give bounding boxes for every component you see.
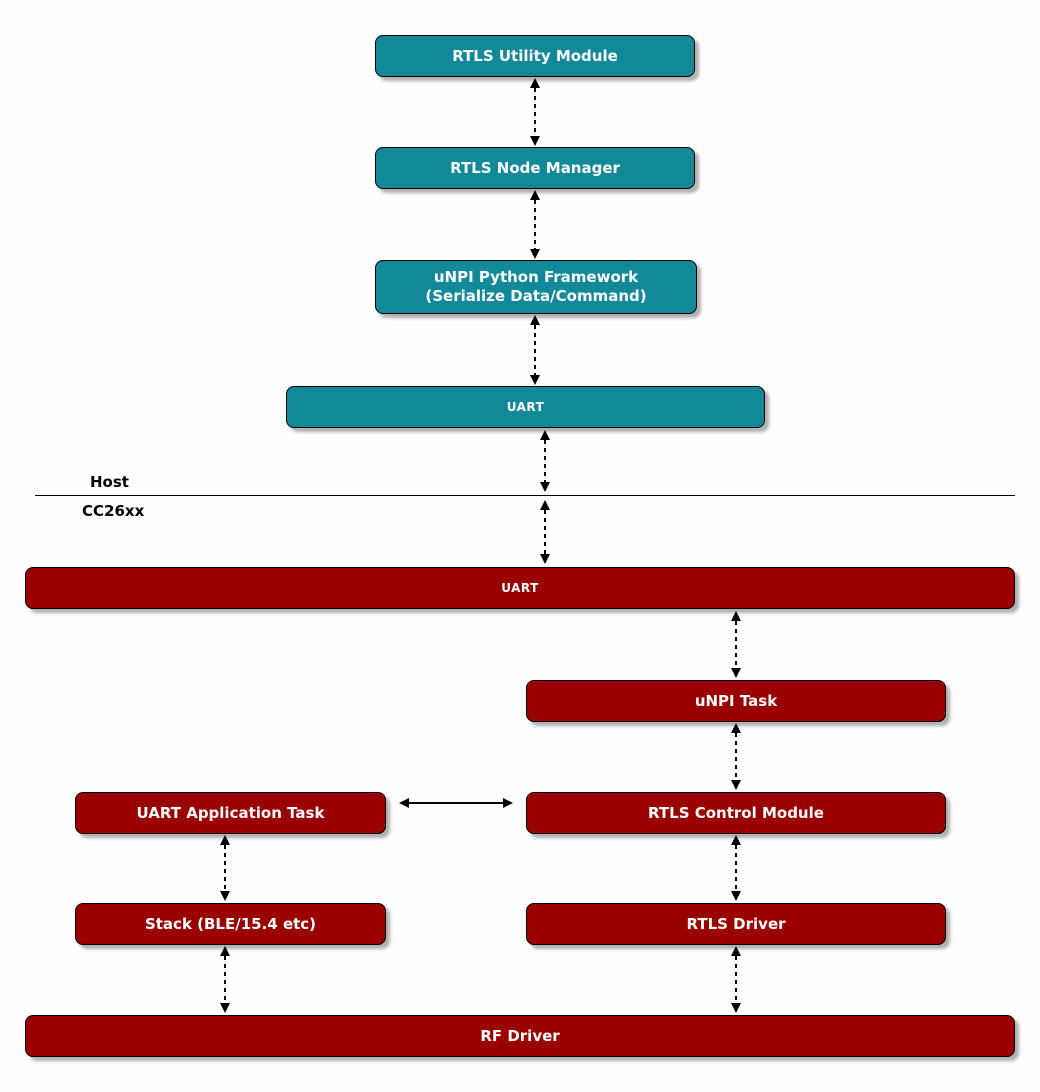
arrow-uart-app-task-to-stack bbox=[220, 835, 230, 901]
arrowhead-up-icon bbox=[731, 611, 741, 621]
node-label-line2: (Serialize Data/Command) bbox=[425, 287, 647, 305]
arrowhead-up-icon bbox=[540, 430, 550, 440]
node-rtls-control-module bbox=[526, 792, 946, 834]
dashed-line bbox=[544, 510, 546, 554]
arrowhead-down-icon bbox=[540, 554, 550, 564]
arrow-rtls-driver-to-rf-driver bbox=[731, 946, 741, 1013]
node-label: RTLS Utility Module bbox=[452, 46, 618, 65]
section-label-host: Host bbox=[90, 473, 129, 491]
node-label: UART bbox=[501, 580, 539, 595]
host-device-divider-line bbox=[35, 495, 1015, 496]
dashed-line bbox=[534, 88, 536, 136]
arrowhead-up-icon bbox=[530, 315, 540, 325]
node-rtls-node-manager bbox=[375, 147, 695, 189]
dashed-line bbox=[224, 845, 226, 891]
arrowhead-down-icon bbox=[530, 136, 540, 146]
dashed-line bbox=[735, 733, 737, 780]
arrow-nodemanager-to-framework bbox=[530, 190, 540, 259]
arrowhead-up-icon bbox=[540, 500, 550, 510]
dashed-line bbox=[534, 200, 536, 249]
arrow-unpi-task-to-rtls-control bbox=[731, 723, 741, 790]
solid-line bbox=[409, 802, 503, 804]
node-label: uNPI Task bbox=[694, 691, 778, 710]
arrowhead-down-icon bbox=[530, 375, 540, 385]
node-uart-host bbox=[286, 386, 765, 428]
node-unpi-task bbox=[526, 680, 946, 722]
node-uart-application-task bbox=[75, 792, 386, 834]
arrow-stack-to-rf-driver bbox=[220, 946, 230, 1013]
node-label: RTLS Driver bbox=[686, 914, 786, 933]
arrow-utility-to-nodemanager bbox=[530, 78, 540, 146]
arrow-uart-app-task-to-rtls-control bbox=[399, 798, 513, 808]
node-unpi-python-framework bbox=[375, 260, 697, 314]
dashed-line bbox=[224, 956, 226, 1003]
node-rtls-driver bbox=[526, 903, 946, 945]
arrowhead-down-icon bbox=[220, 891, 230, 901]
dashed-line bbox=[735, 956, 737, 1003]
arrowhead-left-icon bbox=[399, 798, 409, 808]
arrowhead-down-icon bbox=[731, 891, 741, 901]
node-label: RF Driver bbox=[480, 1026, 560, 1045]
arrowhead-right-icon bbox=[503, 798, 513, 808]
arrowhead-down-icon bbox=[731, 1003, 741, 1013]
node-label: Stack (BLE/15.4 etc) bbox=[144, 914, 317, 933]
node-label: RTLS Control Module bbox=[648, 803, 824, 822]
arrow-rtls-control-to-rtls-driver bbox=[731, 835, 741, 901]
arrow-uart-device-to-unpi-task bbox=[731, 611, 741, 678]
node-rtls-utility-module bbox=[375, 35, 695, 77]
arrow-uart-host-to-divider bbox=[540, 430, 550, 492]
arrowhead-up-icon bbox=[731, 723, 741, 733]
dashed-line bbox=[735, 621, 737, 668]
arrowhead-down-icon bbox=[540, 482, 550, 492]
node-label: UART bbox=[506, 399, 545, 414]
arrowhead-up-icon bbox=[731, 835, 741, 845]
dashed-line bbox=[534, 325, 536, 375]
dashed-line bbox=[544, 440, 546, 482]
arrowhead-down-icon bbox=[220, 1003, 230, 1013]
arrowhead-up-icon bbox=[731, 946, 741, 956]
arrowhead-down-icon bbox=[731, 780, 741, 790]
node-uart-device bbox=[25, 567, 1015, 609]
arrowhead-up-icon bbox=[530, 190, 540, 200]
arrow-divider-to-uart-device bbox=[540, 500, 550, 564]
node-label: UART Application Task bbox=[136, 803, 325, 822]
arrowhead-up-icon bbox=[220, 835, 230, 845]
dashed-line bbox=[735, 845, 737, 891]
node-rf-driver bbox=[25, 1015, 1015, 1057]
arrowhead-down-icon bbox=[530, 249, 540, 259]
node-stack bbox=[75, 903, 386, 945]
arrowhead-up-icon bbox=[530, 78, 540, 88]
arrow-framework-to-uart-host bbox=[530, 315, 540, 385]
node-label: RTLS Node Manager bbox=[450, 158, 620, 177]
arrowhead-up-icon bbox=[220, 946, 230, 956]
section-label-cc26xx: CC26xx bbox=[82, 502, 145, 520]
node-label-line1: uNPI Python Framework bbox=[433, 268, 639, 287]
arrowhead-down-icon bbox=[731, 668, 741, 678]
